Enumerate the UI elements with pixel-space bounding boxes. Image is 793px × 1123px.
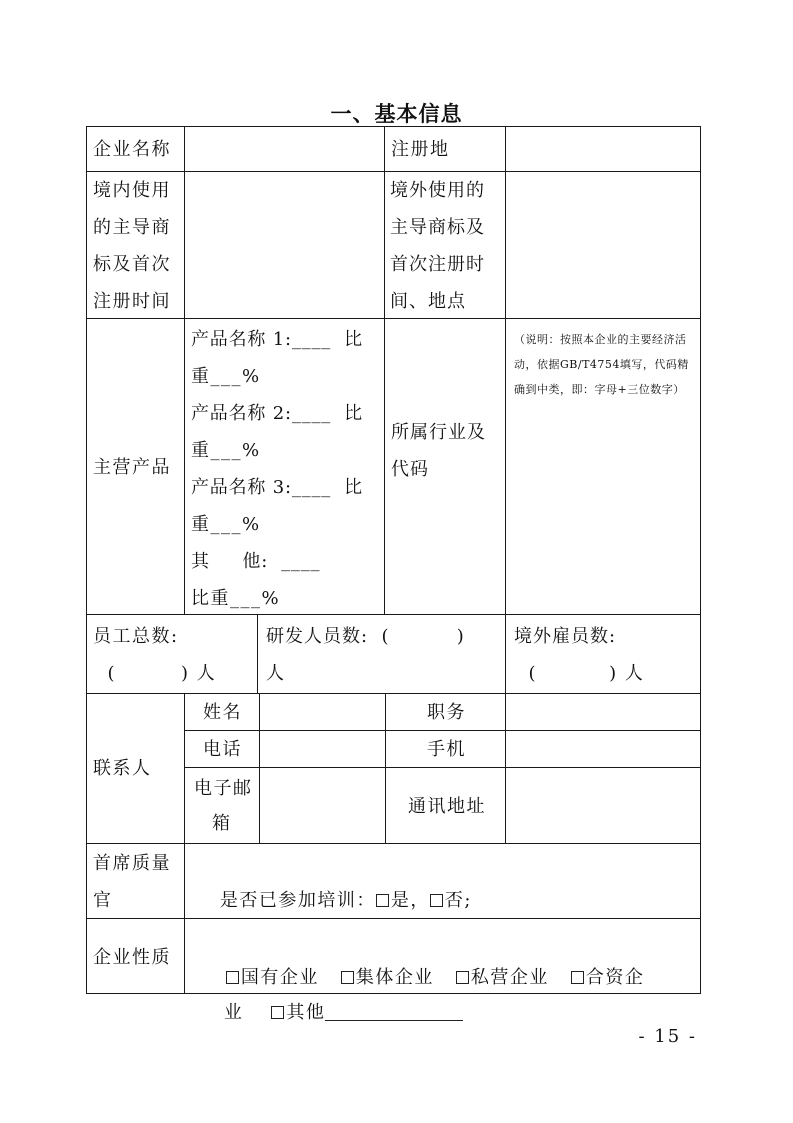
address-label: 通讯地址 xyxy=(408,796,486,817)
reg-place-value-cell[interactable] xyxy=(505,126,701,172)
position-label: 职务 xyxy=(427,702,466,723)
rd-staff-line: 人 xyxy=(266,663,286,684)
domestic-trademark-label-cell xyxy=(86,171,185,319)
domestic-trademark-line: 境内使用 xyxy=(93,180,171,201)
nature-options-row xyxy=(195,957,463,1068)
name-label-cell xyxy=(184,693,260,731)
mobile-label-cell xyxy=(385,730,506,768)
phone-label: 电话 xyxy=(203,739,242,760)
industry-value-cell[interactable] xyxy=(505,318,701,615)
address-label-cell xyxy=(385,767,506,844)
foreign-trademark-value-cell[interactable] xyxy=(505,171,701,319)
reg-place-label: 注册地 xyxy=(391,139,450,160)
nature-options-cell[interactable] xyxy=(184,918,701,1023)
cqo-training-no: 否; xyxy=(444,890,472,911)
phone-label-cell xyxy=(184,730,260,768)
contact-label-cell xyxy=(86,693,185,844)
industry-label-cell xyxy=(384,318,506,615)
other-input-line[interactable] xyxy=(325,1002,463,1021)
email-label-cell xyxy=(184,767,260,844)
nature-option-other: 其他 xyxy=(286,1002,326,1023)
checkbox[interactable] xyxy=(571,971,584,984)
email-label-line: 箱 xyxy=(212,813,232,834)
nature-label: 企业性质 xyxy=(93,947,171,968)
foreign-trademark-label-cell xyxy=(384,171,506,319)
nature-option-joint: 合资企 xyxy=(585,967,645,988)
reg-place-label-cell xyxy=(384,126,506,172)
address-value-cell[interactable] xyxy=(505,767,701,844)
cqo-training-label: 是否已参加培训： xyxy=(219,890,376,911)
cqo-label-line: 首席质量 xyxy=(93,853,171,874)
product-line: 重___% xyxy=(191,366,261,387)
rd-staff-cell[interactable] xyxy=(257,614,506,694)
industry-label-line: 所属行业及 xyxy=(391,422,486,443)
product-line: 产品名称 2:____ 比 xyxy=(191,403,363,424)
company-name-label-cell xyxy=(86,126,185,172)
product-line: 比重___% xyxy=(191,588,281,609)
cqo-training-yes: 是， xyxy=(390,890,430,911)
contact-label: 联系人 xyxy=(93,758,152,779)
product-line: 产品名称 1:____ 比 xyxy=(191,329,363,350)
foreign-trademark-line: 间、地点 xyxy=(390,291,466,312)
section-title: 一、基本信息 xyxy=(330,102,463,126)
rd-staff-line: 研发人员数: ( ) xyxy=(266,626,465,647)
main-products-label: 主营产品 xyxy=(93,457,171,478)
cqo-options-cell[interactable] xyxy=(184,843,701,919)
mobile-value-cell[interactable] xyxy=(505,730,701,768)
foreign-staff-cell[interactable] xyxy=(505,614,701,694)
nature-option-state: 国有企业 xyxy=(240,967,319,988)
foreign-trademark-line: 境外使用的 xyxy=(390,180,485,201)
industry-label-line: 代码 xyxy=(391,459,429,480)
product-line: 其 他: ____ xyxy=(191,551,321,572)
mobile-label: 手机 xyxy=(427,739,466,760)
company-name-value-cell[interactable] xyxy=(184,126,385,172)
nature-option-private: 私营企业 xyxy=(470,967,549,988)
name-label: 姓名 xyxy=(203,702,242,723)
product-line: 产品名称 3:____ 比 xyxy=(191,477,363,498)
staff-total-cell[interactable] xyxy=(86,614,258,694)
email-value-cell[interactable] xyxy=(259,767,386,844)
staff-total-line: ( ) 人 xyxy=(93,663,217,684)
product-line: 重___% xyxy=(191,440,261,461)
cqo-label-line: 官 xyxy=(93,890,113,911)
phone-value-cell[interactable] xyxy=(259,730,386,768)
page-number: - 15 - xyxy=(638,1026,697,1047)
domestic-trademark-value-cell[interactable] xyxy=(184,171,385,319)
nature-option-joint-cont: 业 xyxy=(223,1002,244,1023)
products-cell[interactable] xyxy=(184,318,385,615)
foreign-staff-line: 境外雇员数: xyxy=(514,626,617,647)
product-line: 重___% xyxy=(191,514,261,535)
cqo-label-cell xyxy=(86,843,185,919)
staff-total-line: 员工总数: xyxy=(93,626,179,647)
foreign-trademark-line: 主导商标及 xyxy=(390,217,485,238)
industry-note: （说明：按照本企业的主要经济活动，依据GB/T4754填写，代码精确到中类，即：字母+三位数字） xyxy=(514,333,689,396)
domestic-trademark-line: 标及首次 xyxy=(93,254,171,275)
domestic-trademark-line: 注册时间 xyxy=(93,291,171,312)
company-name-label: 企业名称 xyxy=(93,139,171,160)
foreign-staff-line: ( ) 人 xyxy=(514,663,645,684)
domestic-trademark-line: 的主导商 xyxy=(93,217,171,238)
position-value-cell[interactable] xyxy=(505,693,701,731)
email-label-line: 电子邮 xyxy=(194,778,253,799)
name-value-cell[interactable] xyxy=(259,693,386,731)
nature-option-collective: 集体企业 xyxy=(355,967,434,988)
nature-label-cell xyxy=(86,918,185,994)
position-label-cell xyxy=(385,693,506,731)
checkbox[interactable] xyxy=(271,1006,284,1019)
foreign-trademark-line: 首次注册时 xyxy=(390,254,485,275)
main-products-label-cell xyxy=(86,318,185,615)
